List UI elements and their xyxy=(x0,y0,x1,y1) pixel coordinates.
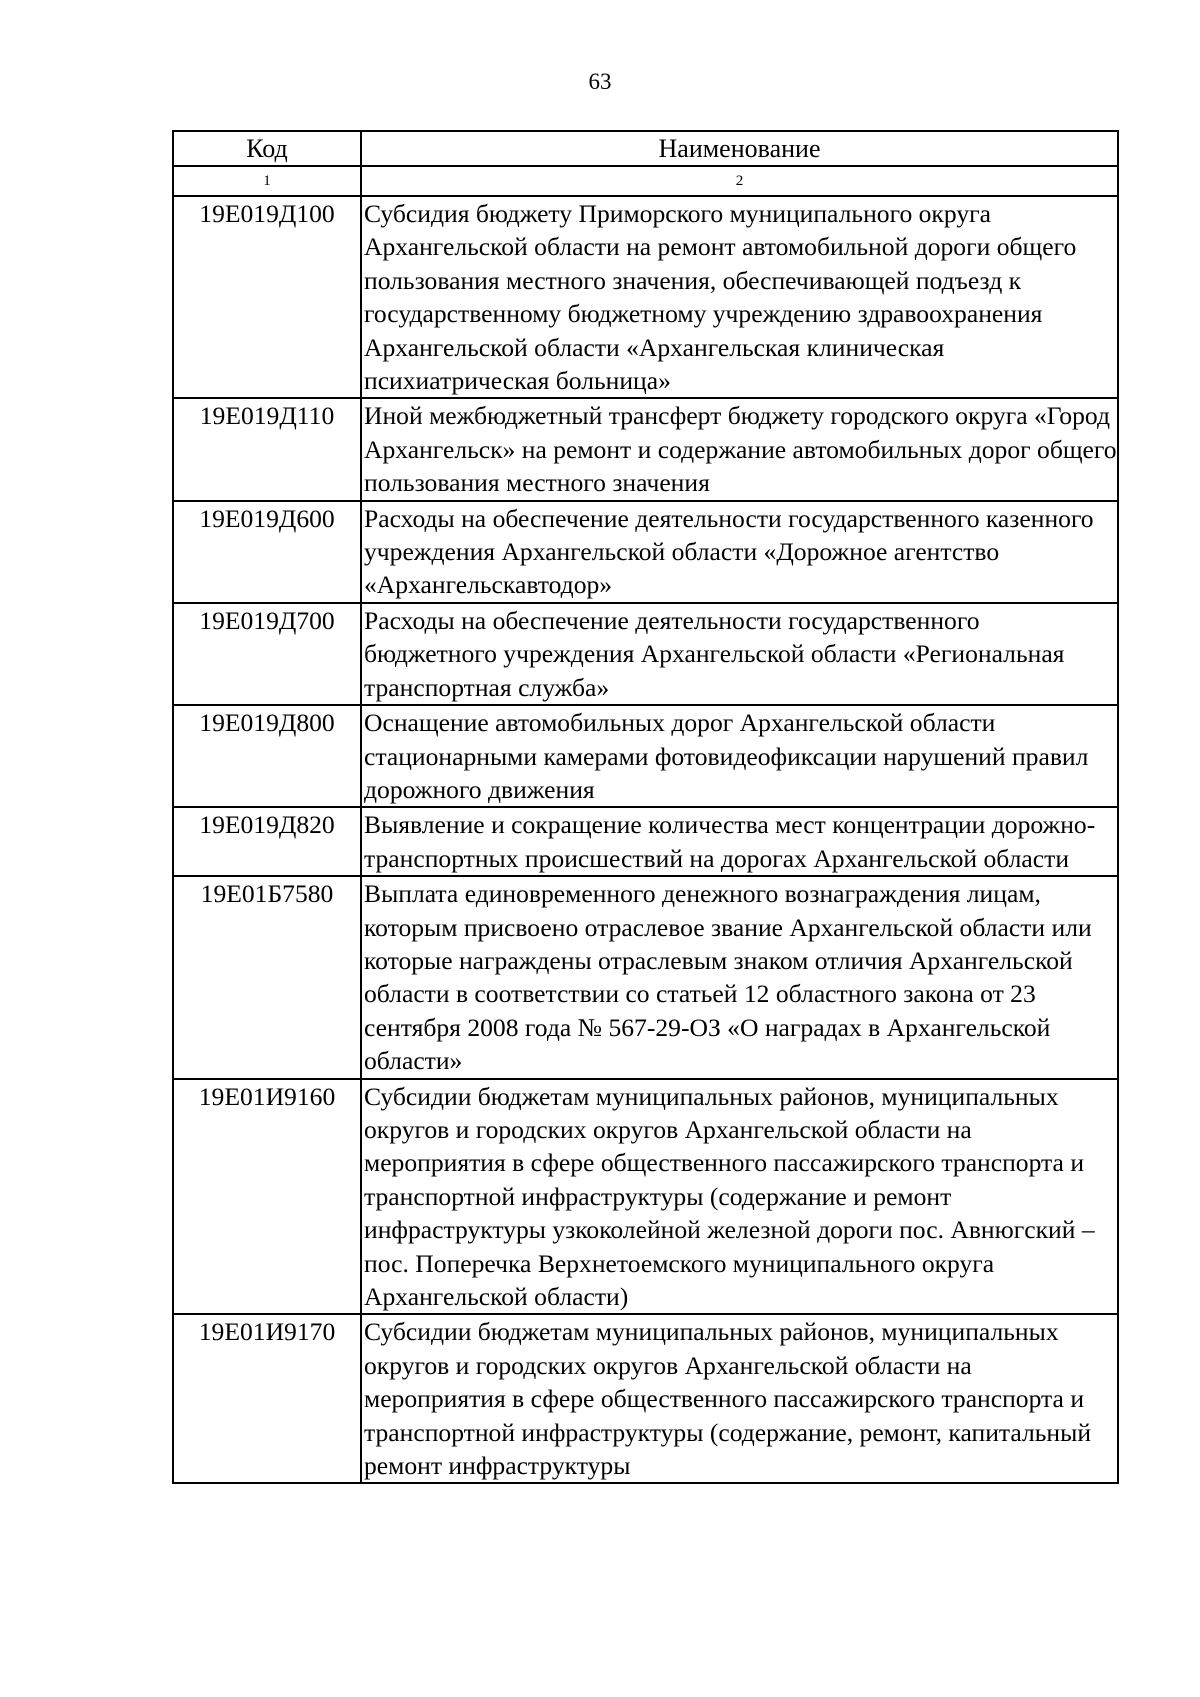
header-name: Наименование xyxy=(361,131,1118,166)
table-row xyxy=(173,1079,1118,1315)
row-name: Иной межбюджетный трансферт бюджету городского округа «Город Архангельск» на ремонт и содержание автомобильных дорог общего пользования местного значения xyxy=(361,398,1118,500)
row-code: 19Е019Д110 xyxy=(173,398,361,500)
row-name: Выявление и сокращение количества мест концентрации дорожно-транспортных происшествий на дорогах Архангельской области xyxy=(361,807,1118,876)
row-name: Субсидии бюджетам муниципальных районов, муниципальных округов и городских округов Архангельской области на мероприятия в сфере общественного пассажирского транспорта и транспортной инфраструктуры (содержание, ремонт, капитальный ремонт инфраструктуры xyxy=(361,1314,1118,1483)
row-code: 19Е019Д600 xyxy=(173,501,361,603)
row-code: 19Е01И9170 xyxy=(173,1314,361,1483)
table-row xyxy=(173,1314,1118,1483)
table-row xyxy=(173,876,1118,1078)
row-name: Субсидия бюджету Приморского муниципального округа Архангельской области на ремонт автомобильной дороги общего пользования местного значения, обеспечивающей подъезд к государственному бюджетному учреждению здравоохранения Архангельской области «Архангельская клиническая психиатрическая больница» xyxy=(361,196,1118,398)
row-name: Оснащение автомобильных дорог Архангельской области стационарными камерами фотовидеофиксации нарушений правил дорожного движения xyxy=(361,705,1118,807)
table-row xyxy=(173,196,1118,398)
budget-codes-table xyxy=(172,130,1119,1484)
column-number-row xyxy=(173,166,1118,196)
table-row xyxy=(173,807,1118,876)
table-row xyxy=(173,705,1118,807)
row-name: Расходы на обеспечение деятельности государственного бюджетного учреждения Архангельской области «Региональная транспортная служба» xyxy=(361,603,1118,705)
row-code: 19Е01И9160 xyxy=(173,1079,361,1315)
table-header-row xyxy=(173,131,1118,166)
row-code: 19Е019Д700 xyxy=(173,603,361,705)
table-row xyxy=(173,501,1118,603)
column-number-1: 1 xyxy=(173,166,361,196)
header-code: Код xyxy=(173,131,361,166)
row-name: Расходы на обеспечение деятельности государственного казенного учреждения Архангельской области «Дорожное агентство «Архангельскавтодор» xyxy=(361,501,1118,603)
row-code: 19Е019Д800 xyxy=(173,705,361,807)
row-name: Выплата единовременного денежного вознаграждения лицам, которым присвоено отраслевое звание Архангельской области или которые награждены отраслевым знаком отличия Архангельской области в соответствии со статьей 12 областного закона от 23 сентября 2008 года № 567-29-ОЗ «О наградах в Архангельской области» xyxy=(361,876,1118,1078)
row-name: Субсидии бюджетам муниципальных районов, муниципальных округов и городских округов Архангельской области на мероприятия в сфере общественного пассажирского транспорта и транспортной инфраструктуры (содержание и ремонт инфраструктуры узкоколейной железной дороги пос. Авнюгский – пос. Поперечка Верхнетоемского муниципального округа Архангельской области) xyxy=(361,1079,1118,1315)
table-row xyxy=(173,603,1118,705)
row-code: 19Е01Б7580 xyxy=(173,876,361,1078)
row-code: 19Е019Д100 xyxy=(173,196,361,398)
page-number: 63 xyxy=(588,69,612,94)
column-number-2: 2 xyxy=(361,166,1118,196)
table-row xyxy=(173,398,1118,500)
row-code: 19Е019Д820 xyxy=(173,807,361,876)
